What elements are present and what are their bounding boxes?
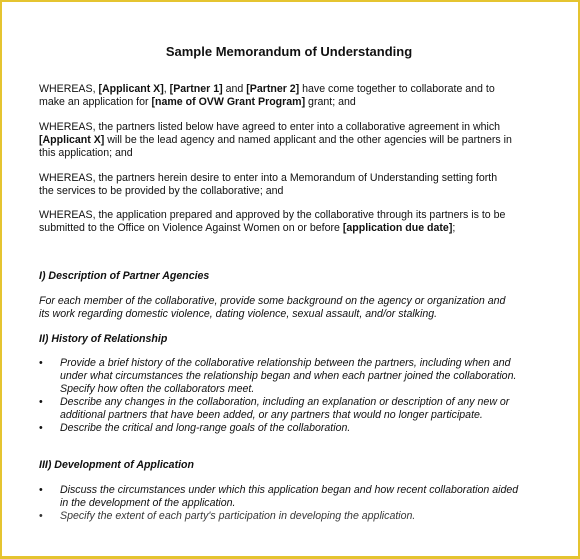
- description-line: its work regarding domestic violence, dating violence, sexual assault, and/or stalking.: [39, 308, 438, 320]
- paragraph-text: WHEREAS, the partners listed below have agreed to enter into a collaborative agreement in which: [39, 121, 501, 133]
- bullet-icon: •: [39, 510, 43, 522]
- bullet-icon: •: [39, 484, 43, 496]
- whereas-paragraph-4: [39, 209, 539, 235]
- bullet-icon: •: [39, 396, 43, 408]
- history-bullet-list: [39, 357, 539, 435]
- description-line: For each member of the collaborative, provide some background on the agency or organization and: [39, 295, 506, 307]
- paragraph-text: WHEREAS, the partners herein desire to enter into a Memorandum of Understanding setting forth: [39, 172, 498, 184]
- placeholder-field: [Partner 1]: [169, 83, 223, 95]
- placeholder-field: [application due date]: [342, 222, 453, 234]
- paragraph-text: the services to be provided by the collaborative; and: [39, 185, 284, 197]
- list-item: • Specify the extent of each party's participation in developing the application.: [39, 510, 416, 522]
- paragraph-text: ;: [452, 222, 456, 234]
- paragraph-text: submitted to the Office on Violence Against Women on or before: [39, 222, 343, 234]
- list-item: • Provide a brief history of the collaborative relationship between the partners, including when and under what circumstances the relationship began and when each partner joined the collaboration. Specify how often the collaborators meet.: [39, 357, 517, 395]
- paragraph-text: grant; and: [305, 96, 356, 108]
- development-bullet-list: [39, 484, 539, 523]
- list-item: • Describe the critical and long-range goals of the collaboration.: [39, 422, 351, 434]
- paragraph-text: and: [222, 83, 247, 95]
- section-heading-partner-agencies: I) Description of Partner Agencies: [39, 270, 210, 282]
- paragraph-text: will be the lead agency and named applicant and the other agencies will be partners in: [104, 134, 512, 146]
- list-item: • Describe any changes in the collaboration, including an explanation or description of any new or additional partners that have been added, or any partners that would no longer participate.: [39, 396, 510, 421]
- whereas-paragraph-2: [39, 121, 539, 160]
- placeholder-field: [Applicant X]: [98, 83, 164, 95]
- paragraph-text: ,: [163, 83, 170, 95]
- bullet-icon: •: [39, 357, 43, 369]
- paragraph-text: have come together to collaborate and to: [299, 83, 495, 95]
- bullet-icon: •: [39, 422, 43, 434]
- paragraph-text: WHEREAS,: [39, 83, 99, 95]
- whereas-paragraph-3: [39, 172, 539, 198]
- document-title: Sample Memorandum of Understanding: [165, 44, 413, 59]
- paragraph-text: this application; and: [39, 147, 133, 159]
- placeholder-field: [name of OVW Grant Program]: [151, 96, 306, 108]
- list-item: • Discuss the circumstances under which this application began and how recent collaboration aided in the development of the application.: [39, 484, 519, 509]
- paragraph-text: WHEREAS, the application prepared and approved by the collaborative through its partners is to be: [39, 209, 506, 221]
- section-heading-history: II) History of Relationship: [39, 333, 168, 345]
- section-heading-development: III) Development of Application: [39, 459, 194, 471]
- partner-agencies-description: [39, 295, 539, 321]
- paragraph-text: make an application for: [39, 96, 152, 108]
- whereas-paragraph-1: [39, 83, 539, 109]
- placeholder-field: [Partner 2]: [246, 83, 300, 95]
- placeholder-field: [Applicant X]: [39, 134, 105, 146]
